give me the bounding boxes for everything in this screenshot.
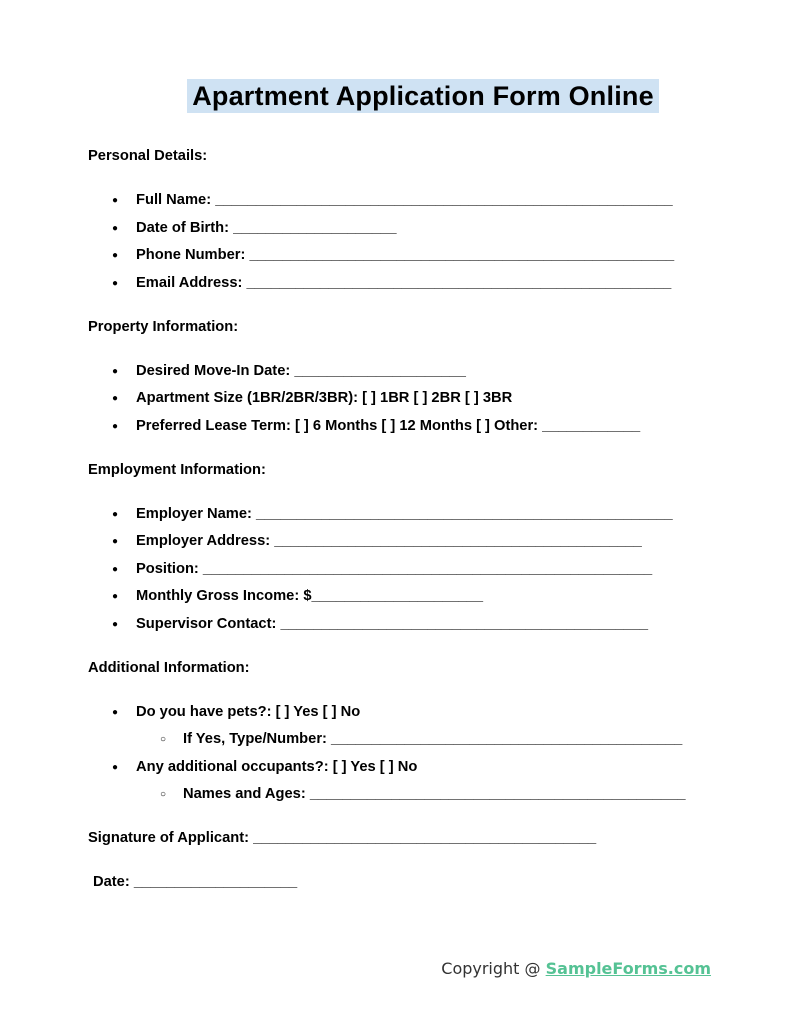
bullet-icon: ●	[112, 563, 119, 575]
item-label: Employer Address:	[136, 533, 271, 549]
blank-line: $_____________________	[303, 588, 484, 604]
item-label: Position:	[136, 560, 199, 577]
bullet-icon: ●	[112, 761, 119, 773]
list-item-email-address	[88, 270, 758, 298]
item-label: Any additional occupants?:	[136, 758, 329, 775]
blank-line: _______________________________________________________	[202, 560, 653, 577]
item-label: Email Address:	[136, 274, 243, 291]
blank-line: ____________	[542, 417, 641, 434]
item-label: Apartment Size (1BR/2BR/3BR):	[136, 390, 358, 406]
blank-line: ___________________________________________	[331, 731, 683, 747]
list-item-pets	[88, 699, 758, 727]
bullet-icon: ●	[112, 591, 119, 602]
footer	[88, 955, 758, 983]
bullet-icon: ●	[112, 195, 119, 206]
list-item-employer-name	[88, 501, 758, 529]
date-blank-line: ____________________	[133, 874, 298, 890]
item-label: If Yes, Type/Number:	[183, 731, 327, 747]
checkbox-options: [ ] Yes [ ] No	[332, 758, 418, 775]
bullet-icon: ●	[112, 536, 119, 547]
section-property-information-list	[88, 358, 758, 441]
signature-line	[88, 825, 758, 853]
bullet-icon: ●	[112, 222, 119, 234]
item-label: Do you have pets?:	[136, 703, 272, 720]
signature-label: Signature of Applicant:	[88, 830, 250, 846]
date-line	[88, 869, 758, 897]
bullet-icon: ●	[112, 508, 119, 520]
list-item-supervisor-contact	[88, 611, 758, 639]
blank-line: _____________________________________________	[274, 533, 642, 549]
item-label: Employer Name:	[136, 505, 252, 522]
item-label: Full Name:	[136, 192, 212, 208]
bullet-icon: ●	[112, 365, 119, 377]
bullet-icon: ●	[112, 250, 119, 261]
page-title	[88, 80, 758, 113]
circle-bullet-icon: ○	[160, 789, 167, 800]
bullet-icon: ●	[112, 618, 119, 630]
blank-line: ______________________________________________	[309, 786, 686, 802]
section-heading-personal-details: Personal Details:	[88, 148, 208, 164]
list-item-move-in-date	[88, 358, 758, 386]
sampleforms-link[interactable]: SampleForms.com	[545, 958, 711, 978]
section-personal-details-list	[88, 187, 758, 297]
blank-line: _____________________________________________	[280, 615, 649, 632]
list-item-occupants-names-ages	[88, 781, 758, 809]
item-label: Preferred Lease Term:	[136, 417, 291, 434]
item-label: Phone Number:	[136, 247, 246, 263]
section-heading-additional-information: Additional Information:	[88, 659, 250, 676]
blank-line: ________________________________________________________	[215, 192, 673, 208]
blank-line: ____________________	[233, 219, 397, 236]
bullet-icon: ●	[112, 706, 119, 718]
list-item-phone-number	[88, 242, 758, 270]
circle-bullet-icon: ○	[160, 734, 167, 745]
bullet-icon: ●	[112, 393, 119, 404]
section-heading-employment-information: Employment Information:	[88, 461, 266, 478]
section-additional-information-list	[88, 699, 758, 809]
list-item-date-of-birth	[88, 215, 758, 243]
list-item-monthly-gross-income	[88, 583, 758, 611]
bullet-icon: ●	[112, 420, 119, 432]
blank-line: ___________________________________________________	[256, 505, 673, 522]
item-label: Supervisor Contact:	[136, 615, 277, 632]
bullet-icon: ●	[112, 277, 119, 289]
section-employment-information-list	[88, 501, 758, 639]
blank-line: ____________________________________________________	[249, 247, 675, 263]
list-item-employer-address	[88, 528, 758, 556]
list-item-full-name	[88, 187, 758, 215]
blank-line: ____________________________________________________	[246, 274, 672, 291]
item-label: Names and Ages:	[183, 786, 306, 802]
blank-line: _____________________	[294, 362, 466, 379]
list-item-apartment-size	[88, 385, 758, 413]
list-item-pets-type-number	[88, 726, 758, 754]
checkbox-options: [ ] 1BR [ ] 2BR [ ] 3BR	[362, 390, 513, 406]
page-title-highlight: Apartment Application Form Online	[187, 79, 659, 113]
item-label: Desired Move-In Date:	[136, 362, 291, 379]
checkbox-options: [ ] Yes [ ] No	[275, 703, 361, 720]
date-label: Date:	[93, 874, 130, 890]
copyright-text: Copyright @	[441, 958, 541, 978]
list-item-position	[88, 556, 758, 584]
section-heading-property-information: Property Information:	[88, 318, 239, 335]
item-label: Monthly Gross Income:	[136, 588, 300, 604]
list-item-additional-occupants	[88, 754, 758, 782]
signature-blank-line: __________________________________________	[253, 830, 597, 846]
checkbox-options: [ ] 6 Months [ ] 12 Months [ ] Other:	[294, 417, 539, 434]
item-label: Date of Birth:	[136, 219, 230, 236]
list-item-lease-term	[88, 413, 758, 441]
